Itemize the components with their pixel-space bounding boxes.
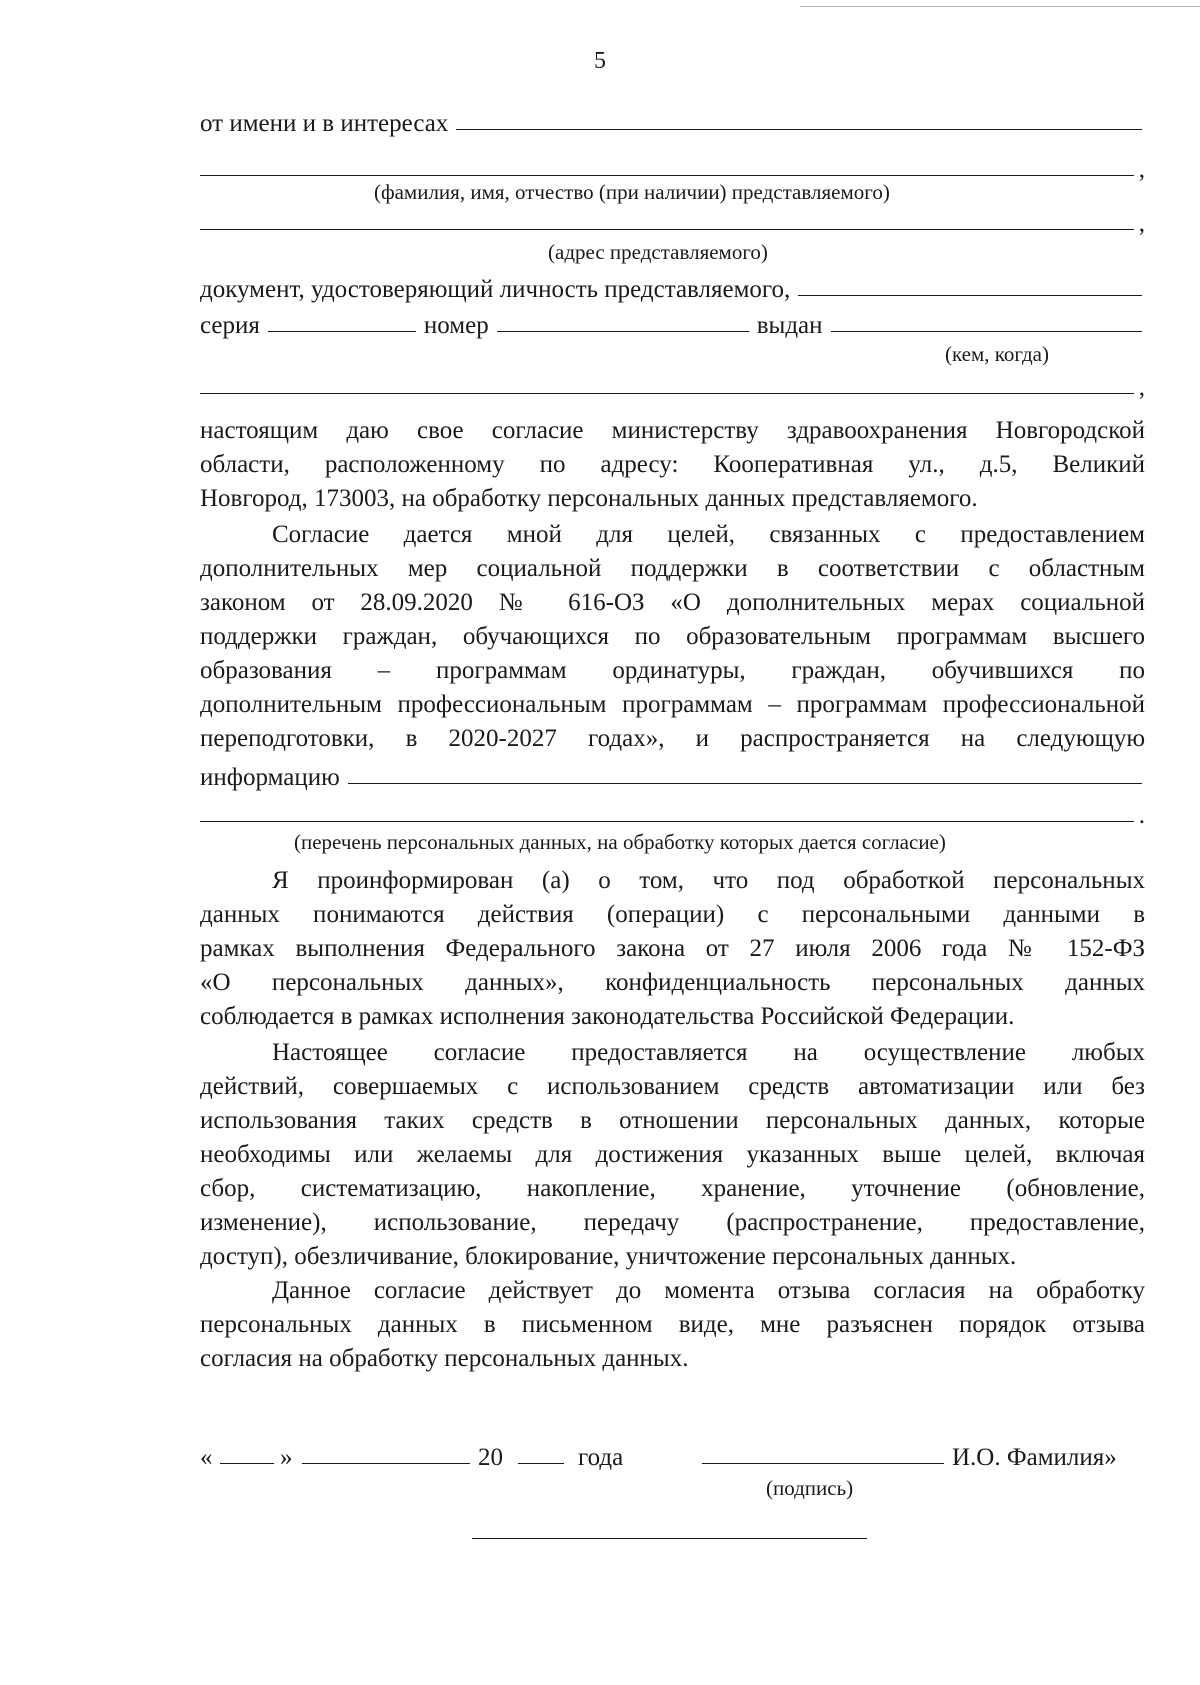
- year-word: года: [578, 1444, 624, 1471]
- address-comma: ,: [1138, 210, 1145, 237]
- issued-blank[interactable]: [831, 327, 1142, 332]
- text-line: образования – программам ординатуры, граждан, обучившихся по: [200, 657, 1145, 684]
- on-behalf-row: [200, 104, 1145, 138]
- information-continuation-blank[interactable]: [200, 817, 1134, 822]
- text-line: дополнительных мер социальной поддержки в соответствии с областным: [200, 555, 1145, 582]
- text-line: персональных данных в письменном виде, мне разъяснен порядок отзыва: [200, 1311, 1145, 1338]
- text-line: согласия на обработку персональных данных.: [200, 1345, 689, 1372]
- id-document-blank[interactable]: [798, 291, 1142, 296]
- series-number-issued-row: [200, 306, 1145, 340]
- text-line: доступ), обезличивание, блокирование, уничтожение персональных данных.: [200, 1243, 1017, 1270]
- text-line: необходимы или желаемы для достижения указанных выше целей, включая: [200, 1141, 1145, 1168]
- year-blank[interactable]: [518, 1462, 564, 1464]
- information-blank[interactable]: [348, 779, 1142, 784]
- id-document-label: документ, удостоверяющий личность представляемого,: [200, 276, 791, 303]
- information-continuation-row: [200, 796, 1145, 830]
- on-behalf-blank[interactable]: [456, 125, 1142, 130]
- on-behalf-label: от имени и в интересах: [200, 110, 449, 137]
- text-line: использования таких средств в отношении персональных данных, которые: [200, 1107, 1145, 1134]
- name-caption: (фамилия, имя, отчество (при наличии) представляемого): [374, 180, 890, 204]
- text-line: изменение), использование, передачу (распространение, предоставление,: [200, 1209, 1145, 1236]
- validity-paragraph: [200, 1274, 1145, 1376]
- number-blank[interactable]: [497, 327, 749, 332]
- represented-address-blank[interactable]: [200, 225, 1134, 230]
- information-label: информацию: [200, 764, 340, 791]
- informed-paragraph: [200, 864, 1145, 1034]
- signature-caption: (подпись): [766, 1476, 854, 1500]
- signature-blank[interactable]: [702, 1462, 944, 1464]
- text-line: рамках выполнения Федерального закона от 27 июля 2006 года № 152-ФЗ: [200, 935, 1145, 962]
- bottom-separator-line: [472, 1538, 867, 1539]
- issued-continuation-row: [200, 368, 1145, 402]
- text-line: Согласие дается мной для целей, связанных с предоставлением: [272, 521, 1145, 548]
- text-line: действий, совершаемых с использованием средств автоматизации или без: [200, 1073, 1145, 1100]
- id-document-row: [200, 270, 1145, 304]
- text-line: переподготовки, в 2020-2027 годах», и распространяется на следующую: [200, 725, 1145, 752]
- actions-paragraph: [200, 1036, 1145, 1274]
- signatory-name: И.О. Фамилия»: [952, 1444, 1117, 1471]
- information-row: [200, 758, 1145, 792]
- series-label: серия: [200, 312, 260, 339]
- data-list-caption: (перечень персональных данных, на обработку которых дается согласие): [294, 830, 946, 854]
- name-row: [200, 150, 1145, 184]
- text-line: Новгород, 173003, на обработку персональных данных представляемого.: [200, 485, 978, 512]
- text-line: «О персональных данных», конфиденциальность персональных данных: [200, 969, 1145, 996]
- month-blank[interactable]: [302, 1462, 470, 1464]
- represented-name-blank[interactable]: [200, 171, 1134, 176]
- consent-intro-paragraph: [200, 414, 1145, 516]
- scan-edge-line: [800, 6, 1200, 7]
- purpose-paragraph: [200, 518, 1145, 756]
- day-open-quote: «: [200, 1444, 213, 1471]
- text-line: поддержки граждан, обучающихся по образовательным программам высшего: [200, 623, 1145, 650]
- text-line: настоящим даю свое согласие министерству здравоохранения Новгородской: [200, 417, 1145, 444]
- signature-row: [200, 1438, 1145, 1472]
- text-line: Настоящее согласие предоставляется на осуществление любых: [272, 1039, 1145, 1066]
- name-comma: ,: [1138, 156, 1145, 183]
- text-line: Я проинформирован (а) о том, что под обработкой персональных: [272, 867, 1145, 894]
- text-line: дополнительным профессиональным программам – программам профессиональной: [200, 691, 1145, 718]
- text-line: области, расположенному по адресу: Кооперативная ул., д.5, Великий: [200, 451, 1145, 478]
- day-blank[interactable]: [220, 1462, 274, 1464]
- text-line: законом от 28.09.2020 № 616-ОЗ «О дополнительных мерах социальной: [200, 589, 1145, 616]
- year-prefix: 20: [478, 1444, 503, 1471]
- number-label: номер: [423, 312, 489, 339]
- issued-caption: (кем, когда): [945, 342, 1049, 366]
- text-line: данных понимаются действия (операции) с персональными данными в: [200, 901, 1145, 928]
- series-blank[interactable]: [268, 327, 416, 332]
- day-close-quote: »: [280, 1444, 293, 1471]
- address-caption: (адрес представляемого): [548, 240, 768, 264]
- information-period: .: [1138, 802, 1145, 829]
- page-number: 5: [594, 48, 606, 74]
- text-line: Данное согласие действует до момента отзыва согласия на обработку: [272, 1277, 1145, 1304]
- text-line: сбор, систематизацию, накопление, хранение, уточнение (обновление,: [200, 1175, 1145, 1202]
- issued-comma: ,: [1138, 374, 1145, 401]
- address-row: [200, 204, 1145, 238]
- issued-continuation-blank[interactable]: [200, 389, 1134, 394]
- text-line: соблюдается в рамках исполнения законодательства Российской Федерации.: [200, 1003, 1015, 1030]
- issued-label: выдан: [756, 312, 823, 339]
